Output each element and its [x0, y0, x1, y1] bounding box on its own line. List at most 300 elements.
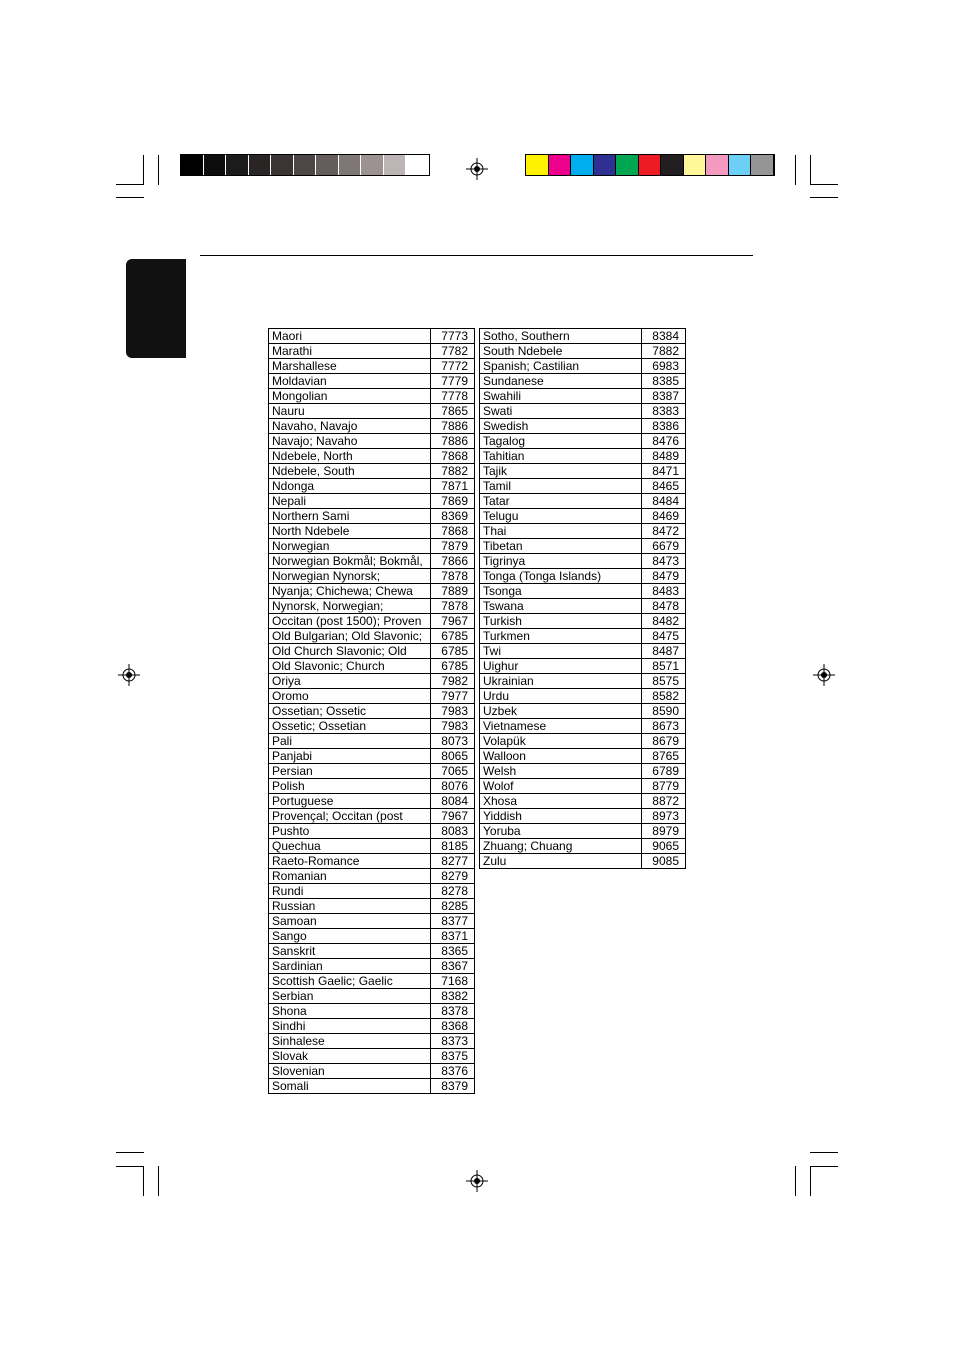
language-name: Sindhi: [269, 1019, 431, 1034]
table-row: [269, 959, 475, 974]
color-swatch: [294, 155, 317, 175]
table-row: [480, 464, 686, 479]
language-code: 8377: [431, 914, 475, 929]
table-row: [480, 344, 686, 359]
color-swatch: [706, 155, 729, 175]
table-row: [269, 509, 475, 524]
language-code: 7977: [431, 689, 475, 704]
language-code: 8673: [642, 719, 686, 734]
color-swatch: [271, 155, 294, 175]
table-row: [269, 1049, 475, 1064]
language-name: Rundi: [269, 884, 431, 899]
crop-mark-top-left-h: [116, 184, 144, 185]
color-swatch: [181, 155, 204, 175]
language-code: 8479: [642, 569, 686, 584]
language-code: 8872: [642, 794, 686, 809]
table-row: [269, 884, 475, 899]
table-row: [269, 524, 475, 539]
language-name: Tswana: [480, 599, 642, 614]
language-name: Old Slavonic; Church: [269, 659, 431, 674]
language-code: 6785: [431, 629, 475, 644]
language-name: Turkmen: [480, 629, 642, 644]
color-swatch: [571, 155, 594, 175]
language-name: Slovenian: [269, 1064, 431, 1079]
language-code: 8590: [642, 704, 686, 719]
language-name: Navaho, Navajo: [269, 419, 431, 434]
table-row: [480, 539, 686, 554]
crop-mark-top-right-v: [795, 155, 796, 185]
table-row: [269, 389, 475, 404]
language-name: Maori: [269, 329, 431, 344]
color-swatch: [339, 155, 362, 175]
table-row: [269, 569, 475, 584]
table-row: [480, 749, 686, 764]
language-name: Sango: [269, 929, 431, 944]
table-row: [480, 854, 686, 869]
color-swatch: [204, 155, 227, 175]
registration-mark-icon: [813, 664, 835, 686]
table-row: [269, 464, 475, 479]
language-name: Ukrainian: [480, 674, 642, 689]
language-code: 8482: [642, 614, 686, 629]
table-row: [269, 914, 475, 929]
table-row: [480, 794, 686, 809]
language-code: 8386: [642, 419, 686, 434]
language-name: Yoruba: [480, 824, 642, 839]
table-row: [269, 1019, 475, 1034]
table-row: [269, 494, 475, 509]
language-name: Wolof: [480, 779, 642, 794]
language-name: Yiddish: [480, 809, 642, 824]
language-code: 8384: [642, 329, 686, 344]
table-row: [480, 719, 686, 734]
language-name: Serbian: [269, 989, 431, 1004]
table-row: [269, 644, 475, 659]
language-code-table-left: [268, 328, 475, 1094]
language-name: Tonga (Tonga Islands): [480, 569, 642, 584]
table-row: [480, 764, 686, 779]
language-name: Romanian: [269, 869, 431, 884]
table-row: [480, 359, 686, 374]
language-name: Uzbek: [480, 704, 642, 719]
language-code: 8575: [642, 674, 686, 689]
table-row: [269, 974, 475, 989]
crop-mark-top-left-v2: [158, 155, 159, 185]
table-row: [480, 434, 686, 449]
language-name: Oromo: [269, 689, 431, 704]
language-code: 8979: [642, 824, 686, 839]
language-name: Nyanja; Chichewa; Chewa: [269, 584, 431, 599]
language-name: Provençal; Occitan (post: [269, 809, 431, 824]
process-color-bar: [525, 154, 775, 176]
color-swatch: [406, 155, 429, 175]
language-name: Spanish; Castilian: [480, 359, 642, 374]
language-name: Marathi: [269, 344, 431, 359]
language-name: Tagalog: [480, 434, 642, 449]
language-name: Portuguese: [269, 794, 431, 809]
table-row: [480, 509, 686, 524]
language-name: Northern Sami: [269, 509, 431, 524]
language-name: Norwegian Nynorsk;: [269, 569, 431, 584]
table-row: [269, 869, 475, 884]
table-row: [269, 539, 475, 554]
registration-mark-icon: [466, 1170, 488, 1192]
language-name: Shona: [269, 1004, 431, 1019]
crop-mark-bottom-right-h: [810, 1152, 838, 1153]
language-code: 8472: [642, 524, 686, 539]
language-name: Old Church Slavonic; Old: [269, 644, 431, 659]
color-swatch: [226, 155, 249, 175]
table-row: [269, 449, 475, 464]
language-name: Mongolian: [269, 389, 431, 404]
language-code: 7982: [431, 674, 475, 689]
language-name: Urdu: [480, 689, 642, 704]
language-code: 6785: [431, 644, 475, 659]
language-name: Thai: [480, 524, 642, 539]
table-row: [480, 614, 686, 629]
table-row: [269, 719, 475, 734]
language-name: Zhuang; Chuang: [480, 839, 642, 854]
table-row: [269, 734, 475, 749]
language-name: Pushto: [269, 824, 431, 839]
language-name: Panjabi: [269, 749, 431, 764]
language-code: 7967: [431, 809, 475, 824]
language-code: 8382: [431, 989, 475, 1004]
table-row: [480, 629, 686, 644]
language-name: Walloon: [480, 749, 642, 764]
language-code: 8379: [431, 1079, 475, 1094]
table-row: [480, 584, 686, 599]
language-code: 7967: [431, 614, 475, 629]
table-row: [269, 1064, 475, 1079]
color-swatch: [729, 155, 752, 175]
language-name: Norwegian: [269, 539, 431, 554]
language-code: 8368: [431, 1019, 475, 1034]
language-code: 8385: [642, 374, 686, 389]
language-code: 7065: [431, 764, 475, 779]
crop-mark-top-left-v: [143, 155, 144, 185]
language-name: Old Bulgarian; Old Slavonic;: [269, 629, 431, 644]
language-code: 7889: [431, 584, 475, 599]
language-name: Ndebele, North: [269, 449, 431, 464]
language-code: 8084: [431, 794, 475, 809]
table-row: [480, 644, 686, 659]
language-code: 8185: [431, 839, 475, 854]
language-code: 7886: [431, 419, 475, 434]
grayscale-color-bar: [180, 154, 430, 176]
language-name: Scottish Gaelic; Gaelic: [269, 974, 431, 989]
language-code: 8278: [431, 884, 475, 899]
language-name: Samoan: [269, 914, 431, 929]
table-row: [480, 659, 686, 674]
language-code: 9085: [642, 854, 686, 869]
table-row: [269, 554, 475, 569]
language-code: 6785: [431, 659, 475, 674]
language-code: 8383: [642, 404, 686, 419]
language-code: 7782: [431, 344, 475, 359]
crop-mark-top-right-h: [810, 184, 838, 185]
language-code-table-right: [479, 328, 686, 869]
language-name: Somali: [269, 1079, 431, 1094]
table-row: [269, 809, 475, 824]
crop-mark-bottom-right-h2: [810, 1166, 838, 1167]
language-code: 7773: [431, 329, 475, 344]
language-code: 8387: [642, 389, 686, 404]
language-name: Tibetan: [480, 539, 642, 554]
language-code: 8469: [642, 509, 686, 524]
table-row: [480, 599, 686, 614]
table-row: [269, 674, 475, 689]
language-code: 7868: [431, 449, 475, 464]
table-row: [269, 794, 475, 809]
language-code: 7772: [431, 359, 475, 374]
color-swatch: [549, 155, 572, 175]
language-name: Nauru: [269, 404, 431, 419]
table-row: [480, 374, 686, 389]
color-swatch: [616, 155, 639, 175]
language-code: 8779: [642, 779, 686, 794]
language-name: Russian: [269, 899, 431, 914]
language-code: 8582: [642, 689, 686, 704]
crop-mark-top-left-h2: [116, 197, 144, 198]
table-row: [480, 554, 686, 569]
table-row: [269, 839, 475, 854]
table-row: [269, 359, 475, 374]
language-code: 7866: [431, 554, 475, 569]
table-row: [269, 614, 475, 629]
color-swatch: [594, 155, 617, 175]
header-rule: [200, 255, 753, 256]
language-code: 7983: [431, 719, 475, 734]
language-code: 8473: [642, 554, 686, 569]
language-code: 8365: [431, 944, 475, 959]
color-swatch: [361, 155, 384, 175]
table-row: [269, 899, 475, 914]
language-code: 8065: [431, 749, 475, 764]
table-row: [269, 404, 475, 419]
language-code: 6983: [642, 359, 686, 374]
table-row: [269, 689, 475, 704]
language-code: 8076: [431, 779, 475, 794]
language-code: 7778: [431, 389, 475, 404]
language-code: 8476: [642, 434, 686, 449]
table-row: [269, 329, 475, 344]
language-name: Marshallese: [269, 359, 431, 374]
language-name: Xhosa: [480, 794, 642, 809]
color-swatch: [661, 155, 684, 175]
table-row: [480, 479, 686, 494]
crop-mark-bottom-right-v2: [810, 1166, 811, 1196]
table-row: [269, 749, 475, 764]
language-name: Telugu: [480, 509, 642, 524]
table-row: [269, 1034, 475, 1049]
color-swatch: [526, 155, 549, 175]
language-name: Sotho, Southern: [480, 329, 642, 344]
color-swatch: [639, 155, 662, 175]
table-row: [269, 374, 475, 389]
language-name: Ossetian; Ossetic: [269, 704, 431, 719]
language-code: 8679: [642, 734, 686, 749]
table-row: [269, 779, 475, 794]
language-code: 8073: [431, 734, 475, 749]
table-row: [269, 929, 475, 944]
language-code: 8973: [642, 809, 686, 824]
language-name: Turkish: [480, 614, 642, 629]
language-code: 8375: [431, 1049, 475, 1064]
table-row: [480, 839, 686, 854]
language-code: 8483: [642, 584, 686, 599]
language-name: South Ndebele: [480, 344, 642, 359]
language-code: 6789: [642, 764, 686, 779]
language-name: Tsonga: [480, 584, 642, 599]
language-code: 8367: [431, 959, 475, 974]
registration-mark-icon: [466, 158, 488, 180]
section-tab-block: [126, 259, 186, 358]
crop-mark-bottom-left-v2: [158, 1166, 159, 1196]
color-swatch: [384, 155, 407, 175]
table-row: [480, 569, 686, 584]
table-row: [480, 734, 686, 749]
language-code: 7168: [431, 974, 475, 989]
table-row: [269, 764, 475, 779]
table-row: [269, 824, 475, 839]
table-row: [269, 344, 475, 359]
language-name: Tigrinya: [480, 554, 642, 569]
language-code: 8484: [642, 494, 686, 509]
language-name: Quechua: [269, 839, 431, 854]
table-row: [269, 1004, 475, 1019]
language-name: Nynorsk, Norwegian;: [269, 599, 431, 614]
table-row: [269, 1079, 475, 1094]
language-code: 7871: [431, 479, 475, 494]
table-row: [269, 419, 475, 434]
language-code: 7886: [431, 434, 475, 449]
language-name: Occitan (post 1500); Proven: [269, 614, 431, 629]
language-name: Sinhalese: [269, 1034, 431, 1049]
table-row: [269, 944, 475, 959]
language-code: 8478: [642, 599, 686, 614]
language-name: Swahili: [480, 389, 642, 404]
table-row: [480, 389, 686, 404]
language-code: 7983: [431, 704, 475, 719]
language-name: Sardinian: [269, 959, 431, 974]
table-row: [480, 674, 686, 689]
language-name: Persian: [269, 764, 431, 779]
language-code: 8083: [431, 824, 475, 839]
table-row: [480, 689, 686, 704]
language-name: Norwegian Bokmål; Bokmål,: [269, 554, 431, 569]
table-row: [480, 704, 686, 719]
language-name: Volapük: [480, 734, 642, 749]
color-swatch: [249, 155, 272, 175]
language-name: Welsh: [480, 764, 642, 779]
language-code: 7868: [431, 524, 475, 539]
crop-mark-bottom-left-h2: [116, 1166, 144, 1167]
language-name: Pali: [269, 734, 431, 749]
language-name: Twi: [480, 644, 642, 659]
language-name: Swedish: [480, 419, 642, 434]
language-code: 7779: [431, 374, 475, 389]
table-row: [480, 449, 686, 464]
table-row: [269, 659, 475, 674]
language-code: 8376: [431, 1064, 475, 1079]
language-name: North Ndebele: [269, 524, 431, 539]
language-code: 8378: [431, 1004, 475, 1019]
language-code: 7865: [431, 404, 475, 419]
language-code: 8369: [431, 509, 475, 524]
registration-mark-icon: [118, 664, 140, 686]
language-code: 7869: [431, 494, 475, 509]
language-code: 8279: [431, 869, 475, 884]
color-swatch: [684, 155, 707, 175]
language-name: Nepali: [269, 494, 431, 509]
crop-mark-bottom-left-v: [143, 1166, 144, 1196]
language-name: Ossetic; Ossetian: [269, 719, 431, 734]
language-name: Ndebele, South: [269, 464, 431, 479]
language-code: 8471: [642, 464, 686, 479]
language-code: 8489: [642, 449, 686, 464]
language-code: 8571: [642, 659, 686, 674]
language-code: 7882: [431, 464, 475, 479]
table-row: [480, 524, 686, 539]
language-name: Tatar: [480, 494, 642, 509]
crop-mark-bottom-right-v: [795, 1166, 796, 1196]
table-row: [480, 809, 686, 824]
table-row: [269, 584, 475, 599]
language-name: Polish: [269, 779, 431, 794]
crop-mark-top-right-v2: [810, 155, 811, 185]
language-code: 8765: [642, 749, 686, 764]
language-code: 8277: [431, 854, 475, 869]
table-row: [480, 419, 686, 434]
language-name: Navajo; Navaho: [269, 434, 431, 449]
language-code: 8373: [431, 1034, 475, 1049]
table-row: [269, 629, 475, 644]
language-name: Uighur: [480, 659, 642, 674]
table-row: [480, 404, 686, 419]
language-code: 8487: [642, 644, 686, 659]
language-name: Oriya: [269, 674, 431, 689]
language-code: 7882: [642, 344, 686, 359]
table-row: [269, 854, 475, 869]
language-code: 8465: [642, 479, 686, 494]
language-name: Sundanese: [480, 374, 642, 389]
language-name: Tamil: [480, 479, 642, 494]
language-name: Tajik: [480, 464, 642, 479]
table-row: [480, 824, 686, 839]
color-swatch: [751, 155, 774, 175]
language-code: 8371: [431, 929, 475, 944]
language-name: Vietnamese: [480, 719, 642, 734]
language-name: Sanskrit: [269, 944, 431, 959]
language-code: 7878: [431, 599, 475, 614]
table-row: [269, 434, 475, 449]
crop-mark-top-right-h2: [810, 197, 838, 198]
language-code: 7878: [431, 569, 475, 584]
language-name: Tahitian: [480, 449, 642, 464]
language-name: Zulu: [480, 854, 642, 869]
table-row: [269, 479, 475, 494]
table-row: [269, 704, 475, 719]
color-swatch: [316, 155, 339, 175]
language-name: Ndonga: [269, 479, 431, 494]
language-code: 8285: [431, 899, 475, 914]
language-code: 9065: [642, 839, 686, 854]
language-code: 8475: [642, 629, 686, 644]
language-code: 6679: [642, 539, 686, 554]
language-name: Moldavian: [269, 374, 431, 389]
crop-mark-bottom-left-h: [116, 1152, 144, 1153]
